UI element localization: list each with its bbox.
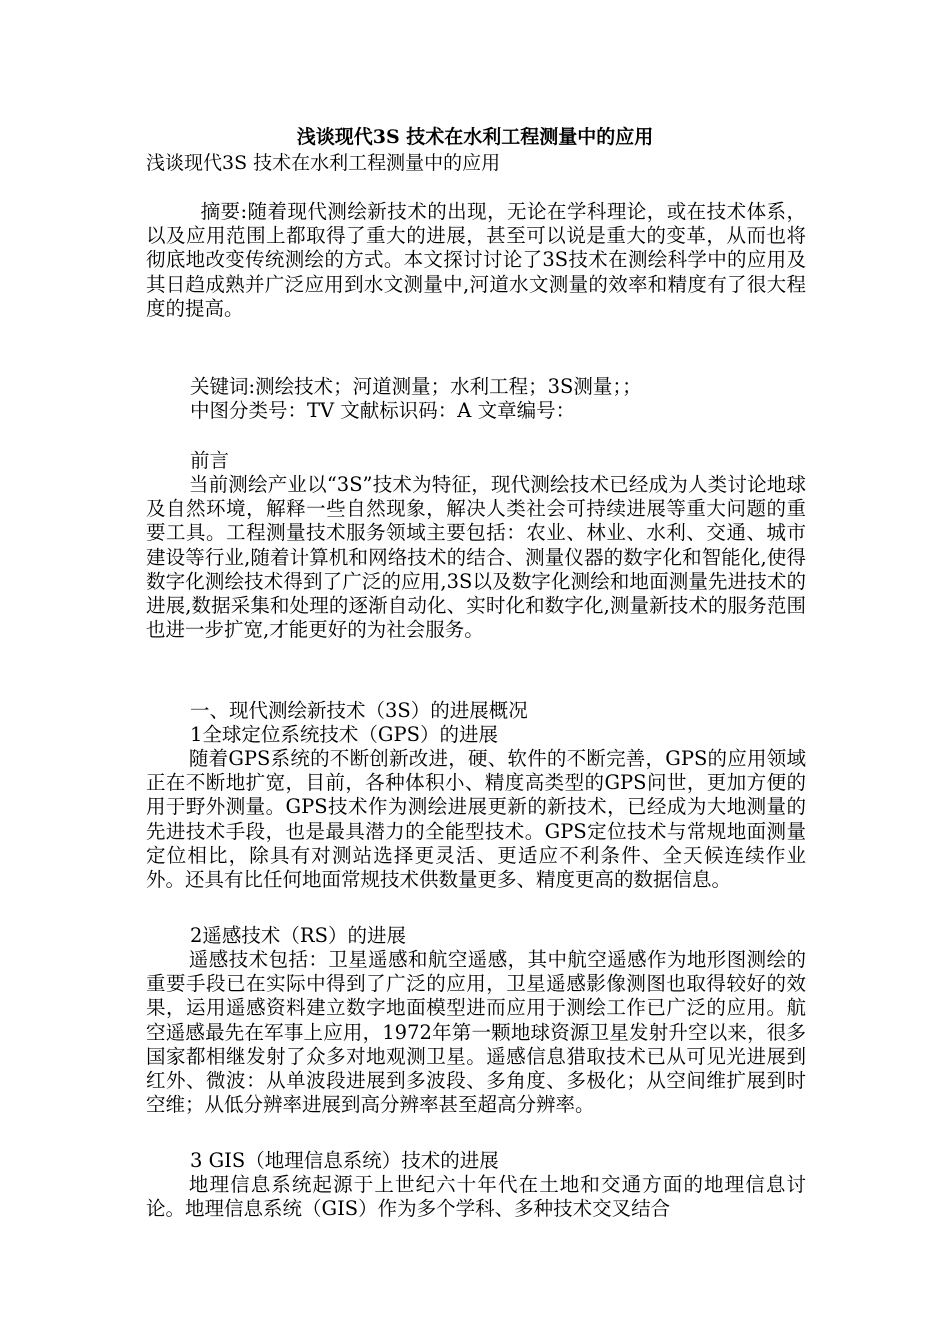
rs-heading: 2遥感技术（RS）的进展	[190, 924, 406, 947]
rs-paragraph: 遥感技术包括：卫星遥感和航空遥感，其中航空遥感作为地形图测绘的重要手段已在实际中得到了广泛的应用，卫星遥感影像测图也取得较好的效果，运用遥感资料建立数字地面模型进而应用于测绘工作已广泛的应用。航空遥感最先在军事上应用，1972年第一颗地球资源卫星发射升空以来，很多国家都相继发射了众多对地观测卫星。遥感信息猎取技术已从可见光进展到红外、微波：从单波段进展到多波段、多角度、多极化；从空间维扩展到时空维；从低分辨率进展到高分辨率甚至超高分辨率。	[146, 948, 806, 1117]
gis-heading: 3 GIS（地理信息系统）技术的进展	[190, 1149, 499, 1172]
gps-heading: 1全球定位系统技术（GPS）的进展	[190, 723, 498, 746]
document-subtitle: 浅谈现代3S 技术在水利工程测量中的应用	[146, 152, 501, 174]
document-title: 浅谈现代3S 技术在水利工程测量中的应用	[296, 126, 654, 148]
keywords-line: 关键词:测绘技术；河道测量；水利工程；3S测量；；	[190, 375, 642, 398]
preface-heading: 前言	[190, 449, 230, 472]
classification-line: 中图分类号：TV 文献标识码：A 文章编号：	[190, 399, 576, 422]
abstract-paragraph: 摘要:随着现代测绘新技术的出现，无论在学科理论，或在技术体系，以及应用范围上都取得了重大的进展，甚至可以说是重大的变革，从而也将彻底地改变传统测绘的方式。本文探讨讨论了3S技术在测绘科学中的应用及其日趋成熟并广泛应用到水文测量中,河道水文测量的效率和精度有了很大程度的提高。	[146, 200, 806, 320]
gps-paragraph: 随着GPS系统的不断创新改进，硬、软件的不断完善，GPS的应用领域正在不断地扩宽，目前，各种体积小、精度高类型的GPS问世，更加方便的用于野外测量。GPS技术作为测绘进展更新的新技术，已经成为大地测量的先进技术手段，也是最具潜力的全能型技术。GPS定位技术与常规地面测量定位相比，除具有对测站选择更灵活、更适应不利条件、全天候连续作业外。还具有比任何地面常规技术供数量更多、精度更高的数据信息。	[146, 747, 806, 892]
section1-heading: 一、现代测绘新技术（3S）的进展概况	[190, 699, 528, 722]
preface-paragraph: 当前测绘产业以“3S”技术为特征，现代测绘技术已经成为人类讨论地球及自然环境，解释一些自然现象，解决人类社会可持续进展等重大问题的重要工具。工程测量技术服务领域主要包括：农业、林业、水利、交通、城市建设等行业,随着计算机和网络技术的结合、测量仪器的数字化和智能化,使得数字化测绘技术得到了广泛的应用,3S以及数字化测绘和地面测量先进技术的进展,数据采集和处理的逐渐自动化、实时化和数字化,测量新技术的服务范围也进一步扩宽,才能更好的为社会服务。	[146, 473, 806, 642]
gis-paragraph: 地理信息系统起源于上世纪六十年代在土地和交通方面的地理信息讨论。地理信息系统（GIS）作为多个学科、多种技术交叉结合	[146, 1173, 806, 1221]
